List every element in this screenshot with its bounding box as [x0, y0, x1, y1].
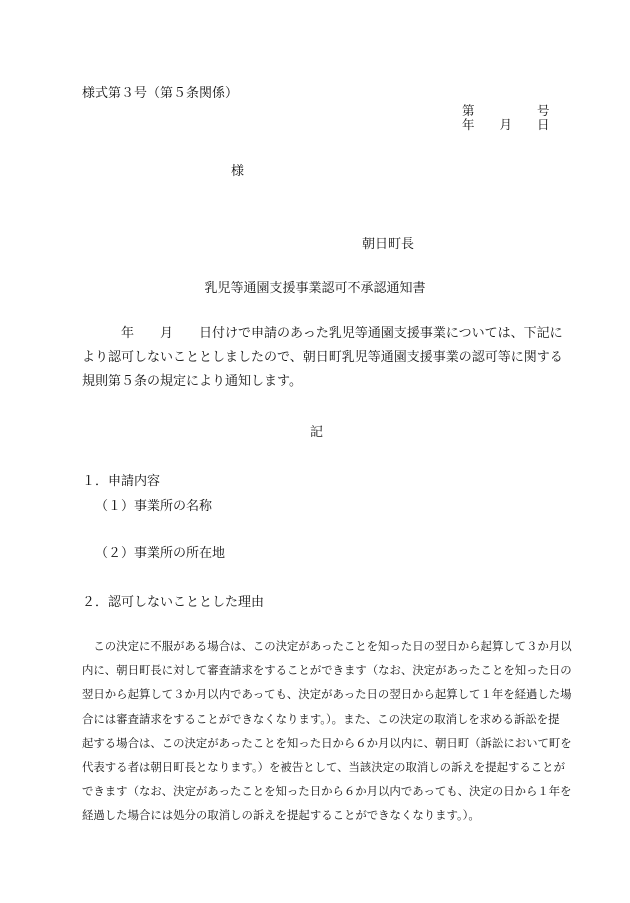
notice-line: 起する場合は、この決定があったことを知った日から６か月以内に、朝日町（訴訟において町を — [82, 735, 572, 750]
issuer-name: 朝日町長 — [362, 237, 415, 252]
form-number-label: 様式第３号（第５条関係） — [82, 86, 239, 101]
section-application-content: １．申請内容 — [82, 474, 161, 489]
subsection-facility-name: （１）事業所の名称 — [95, 499, 213, 514]
document-number: 第 号 — [462, 103, 550, 118]
document-date: 年 月 日 — [462, 117, 550, 132]
appeal-notice — [82, 634, 572, 828]
notice-line: 内に、朝日町長に対して審査請求をすることができます（なお、決定があったことを知った日の — [82, 663, 572, 678]
notice-line: この決定に不服がある場合は、この決定があったことを知った日の翌日から起算して３か月以 — [82, 639, 572, 653]
notice-line: 翌日から起算して３か月以内であっても、決定があった日の翌日から起算して１年を経過した場 — [82, 687, 572, 702]
notice-line: 経過した場合には処分の取消しの訴えを提起することができなくなります。）。 — [82, 808, 480, 823]
notice-line: できます（なお、決定があったことを知った日から６か月以内であっても、決定の日から１年を — [82, 784, 572, 799]
section-rejection-reason: ２．認可しないこととした理由 — [82, 595, 265, 610]
subsection-facility-address: （２）事業所の所在地 — [95, 546, 226, 561]
notice-line: 代表する者は朝日町長となります。）を被告として、当該決定の取消しの訴えを提起することが — [82, 760, 565, 775]
body-paragraph — [82, 322, 563, 394]
body-line: 年 月 日付けで申請のあった乳児等通園支援事業については、下記に — [82, 326, 563, 341]
notice-line: 合には審査請求をすることができなくなります。）。また、この決定の取消しを求める訴訟を提 — [82, 711, 560, 726]
addressee-suffix: 様 — [231, 164, 245, 179]
body-line: より認可しないこととしましたので、朝日町乳児等通園支援事業の認可等に関する — [82, 350, 563, 365]
ki-heading: 記 — [310, 425, 324, 440]
document-title: 乳児等通園支援事業認可不承認通知書 — [204, 281, 426, 296]
body-line: 規則第５条の規定により通知します。 — [82, 374, 302, 389]
